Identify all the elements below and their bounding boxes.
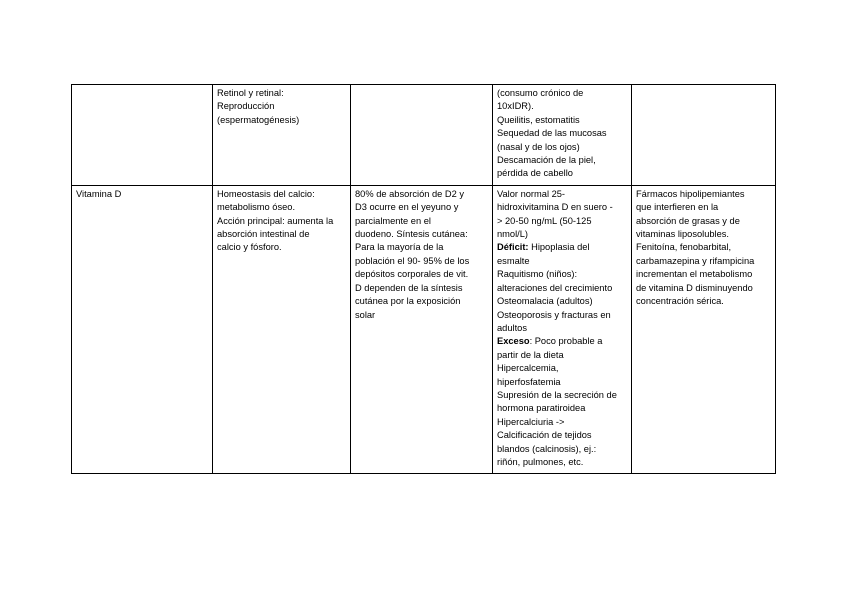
row2-col4-cell — [493, 185, 632, 474]
cell-line: Osteoporosis y fracturas en — [497, 309, 611, 320]
deficit-label: Déficit: — [497, 242, 529, 253]
cell-line: Sequedad de las mucosas — [497, 128, 607, 139]
cell-line: Homeostasis del calcio: — [217, 188, 315, 199]
cell-line: duodeno. Síntesis cutánea: — [355, 229, 468, 240]
cell-line: cutánea por la exposición — [355, 296, 461, 307]
cell-line: pérdida de cabello — [497, 168, 573, 179]
cell-line: D dependen de la síntesis — [355, 282, 463, 293]
row2-col1-cell — [72, 185, 213, 474]
cell-line: 10xIDR). — [497, 101, 534, 112]
cell-line: parcialmente en el — [355, 215, 431, 226]
cell-text: Hipoplasia del — [528, 242, 590, 253]
exceso-label: Exceso — [497, 336, 530, 347]
cell-line: D3 ocurre en el yeyuno y — [355, 202, 459, 213]
cell-line: riñón, pulmones, etc. — [497, 456, 584, 467]
cell-line: metabolismo óseo. — [217, 202, 296, 213]
cell-line: Calcificación de tejidos — [497, 430, 592, 441]
row1-col3-cell — [351, 85, 493, 186]
cell-line: vitaminas liposolubles. — [636, 229, 730, 240]
cell-line — [497, 335, 628, 348]
row2-col5-cell — [632, 185, 776, 474]
cell-line: incrementan el metabolismo — [636, 269, 753, 280]
cell-line: Queilitis, estomatitis — [497, 114, 580, 125]
cell-line: (consumo crónico de — [497, 88, 584, 98]
cell-line: Reproducción — [217, 101, 275, 112]
cell-line: Hipercalciuria -> — [497, 416, 565, 427]
row2-col2-cell — [213, 185, 351, 474]
row1-col1-cell — [72, 85, 213, 186]
cell-line: absorción intestinal de — [217, 229, 310, 240]
vitamin-name: Vitamina D — [76, 188, 122, 199]
row1-col4-cell — [493, 85, 632, 186]
cell-line: partir de la dieta — [497, 349, 564, 360]
cell-line: calcio y fósforo. — [217, 242, 282, 253]
cell-line: Fenitoína, fenobarbital, — [636, 242, 732, 253]
cell-line: Descamación de la piel, — [497, 155, 596, 166]
cell-line: > 20-50 ng/mL (50-125 — [497, 215, 592, 226]
row2-col3-cell — [351, 185, 493, 474]
cell-line: depósitos corporales de vit. — [355, 269, 469, 280]
cell-line: Osteomalacia (adultos) — [497, 296, 593, 307]
cell-line: Hipercalcemia, — [497, 363, 559, 374]
cell-line: Raquitismo (niños): — [497, 269, 578, 280]
cell-line: esmalte — [497, 255, 530, 266]
cell-line: alteraciones del crecimiento — [497, 282, 613, 293]
cell-line: Supresión de la secreción de — [497, 389, 617, 400]
cell-line: Acción principal: aumenta la — [217, 215, 334, 226]
cell-line: que interfieren en la — [636, 202, 719, 213]
cell-line: solar — [355, 309, 376, 320]
cell-text: : Poco probable a — [529, 336, 603, 347]
cell-line: Retinol y retinal: — [217, 88, 284, 98]
cell-line: población el 90- 95% de los — [355, 255, 470, 266]
cell-line: (espermatogénesis) — [217, 114, 300, 125]
cell-line: de vitamina D disminuyendo — [636, 282, 753, 293]
cell-line: absorción de grasas y de — [636, 215, 740, 226]
cell-line: adultos — [497, 322, 527, 333]
table-row — [72, 85, 776, 186]
cell-line: nmol/L) — [497, 229, 529, 240]
cell-line: hormona paratiroidea — [497, 403, 586, 414]
cell-line: carbamazepina y rifampicina — [636, 255, 755, 266]
cell-line: hidroxivitamina D en suero - — [497, 202, 613, 213]
row1-col5-cell — [632, 85, 776, 186]
cell-line: concentración sérica. — [636, 296, 724, 307]
cell-line: blandos (calcinosis), ej.: — [497, 443, 597, 454]
table-row — [72, 185, 776, 474]
cell-line: (nasal y de los ojos) — [497, 141, 580, 152]
cell-line: Fármacos hipolipemiantes — [636, 188, 745, 199]
cell-line: hiperfosfatemia — [497, 376, 561, 387]
cell-line: Valor normal 25- — [497, 188, 566, 199]
cell-line — [497, 241, 628, 254]
cell-line: Para la mayoría de la — [355, 242, 444, 253]
nutrition-table — [71, 84, 776, 474]
row1-col2-cell — [213, 85, 351, 186]
cell-line: 80% de absorción de D2 y — [355, 188, 465, 199]
